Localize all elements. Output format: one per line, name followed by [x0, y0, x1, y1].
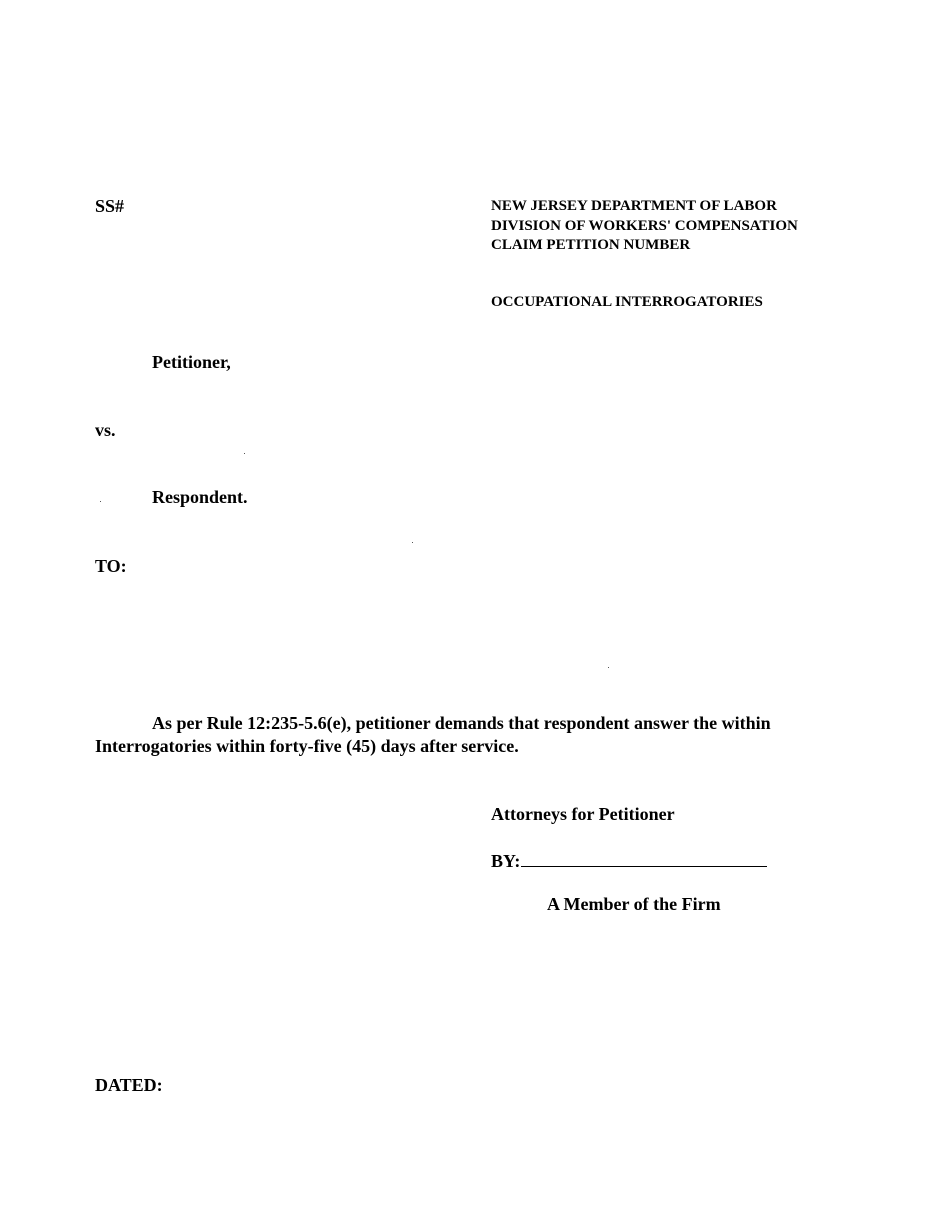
signature-by-row [491, 850, 767, 870]
scan-speck [412, 542, 413, 543]
demand-line-2: Interrogatories within forty-five (45) days after service. [95, 736, 519, 756]
by-label: BY: [491, 851, 521, 871]
respondent-label: Respondent. [152, 487, 248, 507]
header-claim-petition-number: CLAIM PETITION NUMBER [491, 237, 691, 253]
header-department: NEW JERSEY DEPARTMENT OF LABOR [491, 198, 777, 214]
scan-speck [100, 501, 101, 502]
signature-line[interactable] [521, 850, 767, 867]
header-division: DIVISION OF WORKERS' COMPENSATION [491, 217, 798, 234]
attorneys-for-petitioner-label: Attorneys for Petitioner [491, 804, 675, 824]
member-of-firm-label: A Member of the Firm [547, 894, 721, 914]
demand-line-1: As per Rule 12:235-5.6(e), petitioner demands that respondent answer the within [152, 713, 771, 733]
scan-speck [608, 667, 609, 668]
petitioner-label: Petitioner, [152, 352, 231, 372]
ss-number-label: SS# [95, 196, 125, 216]
versus-label: vs. [95, 420, 116, 440]
court-header [491, 197, 798, 256]
document-title: OCCUPATIONAL INTERROGATORIES [491, 294, 763, 310]
demand-paragraph [95, 712, 855, 758]
scan-speck [244, 453, 245, 454]
dated-label: DATED: [95, 1075, 163, 1095]
to-label: TO: [95, 556, 127, 576]
